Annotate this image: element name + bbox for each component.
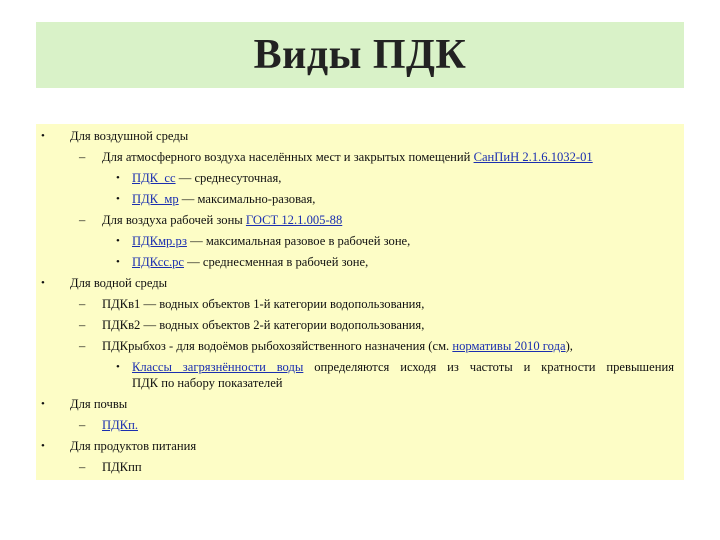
- dash-icon: –: [79, 297, 86, 311]
- workzone-text: Для воздуха рабочей зоны: [102, 213, 246, 227]
- pdk-v1-item: ПДКв1 — водных объектов 1-й категории водопользования,: [102, 297, 425, 311]
- pdk-v2-item: ПДКв2 — водных объектов 2-й категории водопользования,: [102, 318, 425, 332]
- pdk-pp-item: ПДКпп: [102, 460, 142, 474]
- bullet-icon: •: [116, 235, 120, 247]
- title-band: [36, 22, 684, 88]
- air-label: Для воздушной среды: [70, 129, 189, 143]
- pdk-ss-rz-link[interactable]: ПДКсс.рс: [132, 255, 184, 269]
- bullet-icon: •: [116, 256, 120, 268]
- atmos-item: [102, 149, 593, 165]
- water-classes-link[interactable]: Классы загрязнённости воды: [132, 360, 304, 374]
- pdk-mr-rz-link[interactable]: ПДКмр.рз: [132, 234, 187, 248]
- atmos-text: Для атмосферного воздуха населённых мест и закрытых помещений: [102, 150, 474, 164]
- slide-title: Виды ПДК: [253, 32, 467, 78]
- classes-text: определяются исходя из частоты и кратности превышения: [303, 360, 674, 374]
- bullet-icon: •: [41, 440, 45, 452]
- pdk-p-link[interactable]: ПДКп.: [102, 418, 138, 432]
- pdk-mr-rz-item: [132, 233, 410, 249]
- classes-item-line2: ПДК по набору показателей: [132, 376, 283, 390]
- workzone-item: [102, 212, 342, 228]
- fish-text: ПДКрыбхоз - для водоёмов рыбохозяйственного назначения (см.: [102, 339, 453, 353]
- pdk-ss-link[interactable]: ПДК_сс: [132, 171, 176, 185]
- pdk-mr-rz-text: — максимальная разовое в рабочей зоне,: [186, 234, 411, 248]
- classes-item-line1: [132, 359, 674, 375]
- dash-icon: –: [79, 339, 86, 353]
- dash-icon: –: [79, 213, 86, 227]
- fish-item: [102, 338, 573, 354]
- bullet-icon: •: [41, 277, 45, 289]
- bullet-icon: •: [116, 172, 120, 184]
- soil-label: Для почвы: [70, 397, 128, 411]
- fish-text-end: ),: [565, 339, 573, 353]
- bullet-icon: •: [116, 193, 120, 205]
- dash-icon: –: [79, 418, 86, 432]
- bullet-icon: •: [41, 398, 45, 410]
- pdk-ss-text: — среднесуточная,: [175, 171, 282, 185]
- pdk-mr-link[interactable]: ПДК_мр: [132, 192, 179, 206]
- bullet-icon: •: [116, 361, 120, 373]
- content-box: [36, 124, 684, 480]
- pdk-ss-item: [132, 170, 281, 186]
- dash-icon: –: [79, 318, 86, 332]
- norms-2010-link[interactable]: нормативы 2010 года: [452, 339, 566, 353]
- bullet-icon: •: [41, 130, 45, 142]
- sanpin-link[interactable]: СанПиН 2.1.6.1032-01: [473, 150, 593, 164]
- pdk-mr-item: [132, 191, 315, 207]
- dash-icon: –: [79, 460, 86, 474]
- pdk-ss-rz-text: — среднесменная в рабочей зоне,: [184, 255, 369, 269]
- food-label: Для продуктов питания: [70, 439, 197, 453]
- pdk-ss-rz-item: [132, 254, 368, 270]
- pdk-mr-text: — максимально-разовая,: [178, 192, 316, 206]
- gost-link[interactable]: ГОСТ 12.1.005-88: [245, 213, 343, 227]
- dash-icon: –: [79, 150, 86, 164]
- water-label: Для водной среды: [70, 276, 168, 290]
